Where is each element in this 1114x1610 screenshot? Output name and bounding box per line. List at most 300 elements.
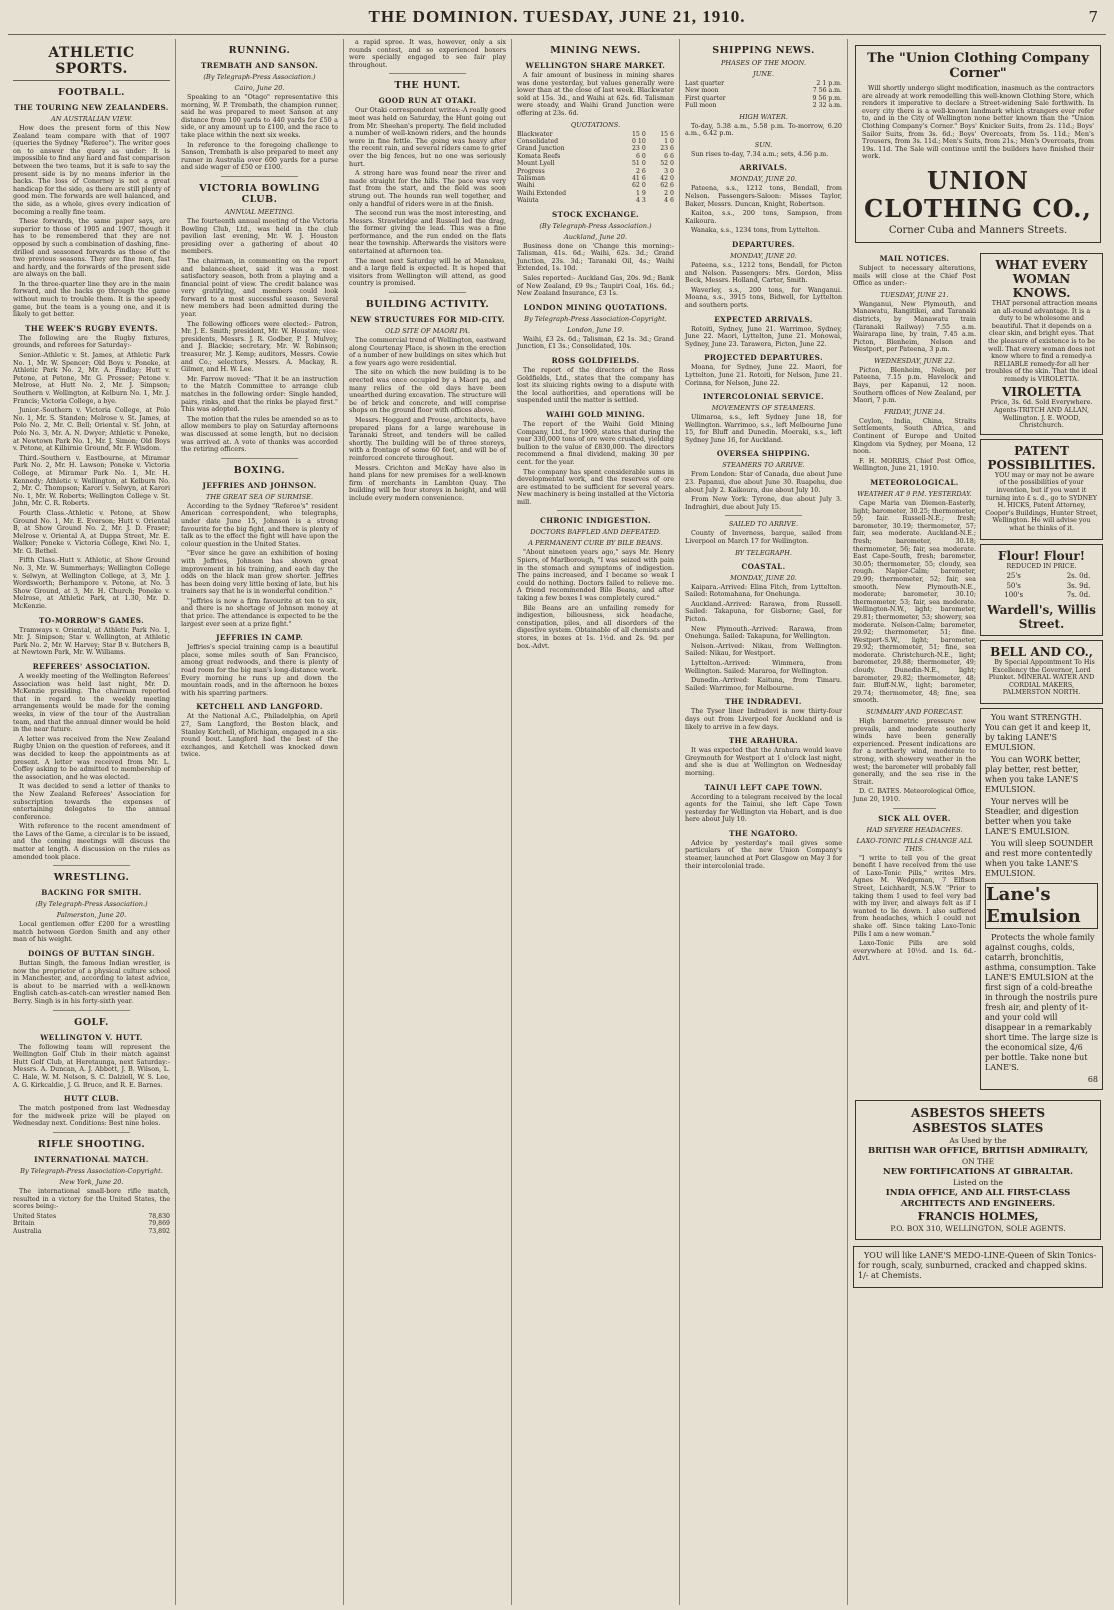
ad-line: Protects the whole family against coughs, colds, catarrh, bronchitis, asthma, consumption. Take LANE'S EMULSION at the first sign of a cold-breathe in through the nostrils pure fresh air, and plenty of it-and your cold will disappear in a remarkably short time. The large size is the economical size, 4/6 per bottle. Take none but LANE'S. [985,932,1098,1072]
table-row [13,1228,170,1235]
heading-rifle-shooting: RIFLE SHOOTING. [37,1138,146,1150]
ad-logo: Lane's Emulsion [985,883,1098,929]
article-paragraph: In reference to the foregoing challenge to Sanson, Trembath is also prepared to meet any runner in Australia over 600 yards for a purse and side wager of £50 or £100. [181,140,338,172]
heading-jeffries-camp: JEFFRIES IN CAMP. [216,633,303,643]
dateline: Cairo, June 20. [234,84,285,92]
quote-buy: 0 10 [632,137,646,145]
section-athletic-sports: ATHLETIC SPORTS. [13,45,170,81]
heading-buttan-singh: DOINGS OF BUTTAN SINGH. [28,949,155,959]
heading-doctors-baffled: DOCTORS BAFFLED AND DEFEATED. [530,528,661,537]
article-paragraph: With reference to the recent amendment of the Laws of the Game, a circular is to be issued, and the coming meetings will discuss the matter at length. A discussion on the rules as amended took place. [13,822,170,861]
ad-heading: WHAT EVERY WOMAN KNOWS. [995,257,1088,300]
byline: By Telegraph-Press Association-Copyright. [20,1166,163,1175]
heading-sun: SUN. [754,140,773,149]
result-name: United States [13,1212,56,1220]
ad-price: Price, 3s. 6d. Sold Everywhere. [990,398,1093,407]
article-paragraph: Subject to necessary alterations, mails will close at the Chief Post Office as under:- [853,263,976,288]
quote-buy: 6 0 [635,152,646,160]
viroletta-ad [980,253,1103,435]
heading-rugby-events: THE WEEK'S RUGBY EVENTS. [25,323,158,333]
table-row [685,80,842,87]
ad-company-name: UNION CLOTHING CO., [864,165,1092,223]
heading-trembath-sanson: TREMBATH AND SANSON. [201,61,318,70]
masthead [8,0,1106,35]
heading-international-match: INTERNATIONAL MATCH. [34,1154,149,1164]
quotations-table [517,131,674,205]
heading-referees: REFEREES' ASSOCIATION. [32,662,151,671]
heading-departures: DEPARTURES. [732,239,795,249]
heading-sailed-to-arrive: SAILED TO ARRIVE. [728,520,799,529]
article-paragraph: Kaipara.-Arrived: Elina Fitch, from Lyttelton. Sailed: Rotomahana, for Onehunga. [685,582,842,599]
heading-football: FOOTBALL. [58,87,125,98]
divider [389,73,466,74]
columns [8,39,1106,1605]
lanes-emulsion-ad [980,708,1103,1090]
heading-annual-meeting: ANNUAL MEETING. [224,207,295,216]
ad-address: P.O. BOX 310, WELLINGTON, SOLE AGENTS. [890,1223,1066,1233]
ad-subheading: REDUCED IN PRICE. [1006,561,1077,570]
heading-share-market: WELLINGTON SHARE MARKET. [525,61,666,70]
article-paragraph: The second run was the most interesting, and Messrs. Strawbridge and Russell led the drag, the former giving the lead. This was a fine performance, and the run ended on the flats near the township. Afterwards the visitors were entertained at afternoon tea. [349,209,506,256]
article-paragraph: At the National A.C., Philadelphia, on April 27, Sam Langford, the Boston black, and Stanley Ketchell, of Michigan, engaged in a six-round bout. Langford had the best of the exchanges, and Ketchell was knocked down twice. [181,712,338,759]
table-row [517,190,674,197]
heading-hutt-club: HUTT CLUB. [63,1094,120,1104]
table-row [685,95,842,102]
moon-time: 9 56 p.m. [812,94,842,102]
ad-heading: The "Union Clothing Company Corner" [867,51,1089,81]
article-paragraph: Cape Maria van Diemen-Easterly, light; barometer, 30.25; thermometer, 59; fair. Russell-N.E.; fresh; barometer, 30.19; thermometer, 57; fair, sea moderate. Auckland-N.E.; fresh; barometer, 30.18; thermometer, 56; fair, sea moderate. East Cape-South, fresh; barometer, 30.05; thermometer, 55; cloudy, sea rough. Napier-Calm; barometer, 29.99; thermometer, 52; fair, sea smooth. New Plymouth-N.E., moderate; barometer, 30.10; thermometer, 53; fair, sea moderate. Wellington-N.W., light; barometer, 29.81; thermometer, 53; showery, sea moderate. Nelson-Calm; barometer, 29.92; thermometer, 51; fine. Westport-S.W., light; barometer, 29.92; thermometer, 51; fine, sea moderate. Christchurch-N.E., light; barometer, 29.88; thermometer, 49; cloudy. Dunedin-N.E., light; barometer, 29.82; thermometer, 48; fair. Bluff-N.W., light; barometer, 29.74; thermometer, 48; fine, sea smooth. [853,499,976,705]
moon-phase: First quarter [685,94,726,102]
table-row [517,168,674,175]
heading-permanent-cure: A PERMANENT CURE BY BILE BEANS. [528,539,663,548]
heading-ketchell-langford: KETCHELL AND LANGFORD. [196,702,323,712]
heading-tomorrows-games: TO-MORROW'S GAMES. [38,615,145,625]
heading-coastal: COASTAL. [741,561,786,571]
article-paragraph: Tramways v. Oriental, at Athletic Park No. 1, Mr. J. Simpson; Star v. Wellington, at Athletic Park No. 2, Mr. W. Harvey; Star B v. Butchers B, at Newtown Park, Mr. W. Williams. [13,625,170,657]
quote-sell: 4 6 [664,197,674,205]
ad-line: You want STRENGTH. You can get it and keep it, by taking LANE'S EMULSION. [985,712,1091,752]
article-paragraph: The meet next Saturday will be at Manakau, and a large field is expected. It is hoped that visitors from Wellington will attend, as good country is promised. [349,256,506,288]
table-row [685,87,842,94]
article-paragraph: The following officers were elected:- Patron, Mr. J. E. Smith; president, Mr. W. Houston; vice-presidents, Messrs. J. R. Godber, P. J. Mulvey, and J. Blackie; secretary, Mr. W. Robinson; treasurer, Mr. J. Kemp; auditors, Messrs. Cowie and Co.; selectors, Messrs. A. Mackay, R. Gilmer, and H. W. Lee. [181,319,338,374]
heading-wellington-hutt: WELLINGTON V. HUTT. [40,1032,143,1042]
quote-name: Waihi Extended [517,189,567,197]
flour-size: 100's [1004,591,1024,600]
article-paragraph: F. H. MORRIS, Chief Post Office, Wellington, June 21, 1910. [853,456,976,473]
heading-new-structures: NEW STRUCTURES FOR MID-CITY. [350,315,505,325]
table-row [517,145,674,152]
dateline: TUESDAY, JUNE 21. [880,290,949,299]
article-paragraph: "About nineteen years ago," says Mr. Henry Spiers, of Marlborough, "I was seized with pain in the stomach and symptoms of indigestion. The pains increased, and I became so weak I could do nothing. Doctors failed to relieve me. A friend recommended Bile Beans, and after taking a few boxes I was completely cured." [517,548,674,603]
page-number: 7 [1088,8,1098,26]
heading-month: JUNE. [753,70,774,78]
article-paragraph: Lyttelton.-Arrived: Wimmera, from Wellington. Sailed: Mararoa, for Wellington. [685,658,842,675]
table-row [517,175,674,182]
divider [557,510,634,511]
divider [221,176,298,177]
quote-sell: 62 6 [660,182,674,190]
article-paragraph: Pateena, s.s., 1212 tons, Bendall, from Nelson. Passengers-Saloon: Misses Taylor, Baker, Messrs. Duncan, Knight, Robertson. [685,184,842,208]
quote-sell: 15 6 [660,130,674,138]
article-paragraph: According to a telegram received by the local agents for the Tainui, she left Cape Town yesterday for Wellington via Hobart, and is due here about July 10. [685,792,842,824]
heading-tainui: TAINUI LEFT CAPE TOWN. [704,782,823,792]
article-paragraph: Pateena, s.s., 1212 tons, Bendall, for Picton and Nelson. Passengers: Mrs. Gordon, Miss Beck, Messrs. Holland, Carter, Smith. [685,260,842,285]
result-name: Australia [13,1227,42,1235]
table-row [517,138,674,145]
article-paragraph: The following team will represent the Wellington Golf Club in their match against Hutt Golf Club, at Heretaunga, next Saturday:-Messrs. A. Duncan, A. J. Abbott, J. B. Wilson, L. C. Hale, W. M. Nelson, S. C. Dalziell, W. S. Lee, A. G. Kirkcaldie, J. G. Bruce, and R. E. Barnes. [13,1042,170,1089]
article-paragraph: To-day, 5.38 a.m., 5.58 p.m. To-morrow, 6.20 a.m., 6.42 p.m. [685,121,842,138]
ad-heading: ASBESTOS SLATES [912,1120,1044,1135]
heading-movements: MOVEMENTS OF STEAMERS. [711,404,816,413]
heading-boxing: BOXING. [233,464,286,476]
article-paragraph: The report of the Waihi Gold Mining Company, Ltd., for 1909, states that during the year 330,000 tons of ore were crushed, yielding bullion to the value of £830,000. The directors recommend a final dividend, making 30 per cent. for the year. [517,419,674,466]
ad-heading: ASBESTOS SHEETS [910,1105,1046,1120]
article-paragraph: Moana, for Sydney, June 22. Maori, for Lyttelton, June 21. Rotoiti, for Nelson, June 21. Corinna, for Nelson, June 22. [685,363,842,387]
quote-sell: 42 0 [660,175,674,182]
article-paragraph: Laxo-Tonic Pills are sold everywhere at 10½d. and 1s. 6d.-Advt. [853,939,976,963]
byline: (By Telegraph-Press Association.) [35,900,148,909]
column-6 [848,39,1108,1605]
table-row [13,1220,170,1227]
article-paragraph: Ulimaroa, s.s., left Sydney June 18, for Wellington. Warrimoo, s.s., left Melbourne June 15, for Bluff and Dunedin. Moeraki, s.s., left Sydney June 16, for Auckland. [685,413,842,444]
article-paragraph: From London: Star of Canada, due about June 23. Papanui, due about June 30. Ruapehu, due about July 2. Kaikoura, due about July 10. [685,470,842,494]
ad-product-name: VIROLETTA [1001,385,1082,400]
article-paragraph: Fifth Class.-Hutt v. Athletic, at Show Ground No. 3, Mr. W. Summerhays; Wellington College v. Selwyn, at Wellington College, at 3, Mr. J. Wordsworth; Berhampore v. Petone, at No. 3 Show Ground, at 3, Mr. H. Church; Poneke v. Melrose, at Athletic Park, at 1.30, Mr. D. McKenzie. [13,556,170,611]
heading-mining-news: MINING NEWS. [550,45,641,56]
article-paragraph: The following are the Rugby fixtures, grounds, and referees for Saturday:- [13,333,170,350]
column-5 [680,39,848,1605]
heading-golf: GOLF. [74,1016,109,1028]
article-paragraph: "Jeffries is now a firm favourite at ten to six, and there is no shortage of Johnson money at that price. The attendance is expected to be the largest ever seen at a prize fight." [181,596,338,628]
ad-line: ON THE [961,1156,995,1166]
ad-line: NEW FORTIFICATIONS AT GIBRALTAR. [882,1166,1074,1177]
article-paragraph: Auckland.-Arrived: Rarawa, from Russell. Sailed: Takapuna, for Gisborne; Gael, for Picton. [685,599,842,623]
divider [389,292,466,293]
article-paragraph: Third.-Southern v. Eastbourne, at Miramar Park No. 2, Mr. H. Lawson; Poneke v. Victoria College, at Miramar Park No. 1, Mr. H. Kennedy; Athletic v. Wellington, at Kelburn No. 2, Mr. C. Thompson; Karori v. Selwyn, at Karori No. 1, Mr. W. Roberts; Wellington College v. St. John, Mr. C. R. Roberts. [13,453,170,508]
article-paragraph: Advice by yesterday's mail gives some particulars of the new Union Company's steamer, launched at Port Glasgow on May 3 for their intercolonial trade. [685,838,842,870]
article-paragraph: High barometric pressure now prevails, and moderate southerly winds have been generally experienced. Present indications are for a northerly wind, moderate to strong, with showery weather in the west; the barometer will probably fall generally, and the sea rise in the Strait. [853,717,976,786]
heading-running: RUNNING. [228,45,291,56]
dateline: MONDAY, JUNE 20. [730,573,797,582]
flour-price: 3s. 9d. [1066,581,1091,590]
small-ads [980,249,1103,1094]
quote-sell: 23 6 [660,145,674,153]
article-paragraph: Nelson.-Arrived: Nikau, from Wellington. Sailed: Nikau, for Westport. [685,641,842,658]
quote-name: Mount Lyell [517,160,555,168]
article-paragraph: The fourteenth annual meeting of the Victoria Bowling Club, Ltd., was held in the club pavilion last evening, Mr. W. J. Houston presiding over a gathering of about 40 members. [181,216,338,256]
byline: By Telegraph-Press Association-Copyright. [524,314,667,323]
table-row [517,160,674,167]
quote-name: Consolidated [517,137,559,145]
heading-high-water: HIGH WATER. [739,112,788,121]
quote-sell: 6 6 [664,152,674,160]
column-2 [176,39,344,1605]
notices-row [853,249,1103,1094]
heading-arrivals: ARRIVALS. [739,163,788,173]
article-paragraph: Senior.-Athletic v. St. James, at Athletic Park No. 1, Mr. W. Spencer; Old Boys v. Poneke, at Athletic Park No. 2, Mr. A. Findlay; Hutt v. Petone, at Petone, Mr. G. Prosser; Petone v. Melrose, at Hutt No. 2, Mr. J. Simpson; Southern v. Wellington, at Kelburn No. 1, Mr. J. Francis; Victoria College, a bye. [13,351,170,405]
flour-price: 2s. 0d. [1066,572,1091,581]
quote-buy: 51 0 [632,160,646,168]
moon-phases-table [685,80,842,110]
ad-line: Your nerves will be Steadier, and digestion better when you take LANE'S EMULSION. [985,796,1079,836]
flour-size: 50's [1006,581,1021,590]
article-paragraph: Bile Beans are an unfailing remedy for indigestion, biliousness, sick headache, constipation, piles, and all disorders of the digestive system. Obtainable of all chemists and stores, in boxes at 1s. 1½d. and 2s. 9d. per box.-Advt. [517,603,674,650]
article-paragraph: D. C. BATES. Meteorological Office, June 20, 1910. [853,787,976,803]
article-paragraph: Rotoiti, Sydney, June 21. Warrimoo, Sydney, June 22. Maori, Lyttelton, June 21. Monowai, Sydney, June 23. Tarawera, Picton, June 22. [685,324,842,348]
dateline: Palmerston, June 20. [56,911,127,920]
article-paragraph: New Plymouth.-Arrived: Rarawa, from Onehunga. Sailed: Takapuna, for Wellington. [685,624,842,641]
quote-name: Waihi [517,182,535,190]
heading-stock-exchange: STOCK EXCHANGE. [552,209,639,219]
heading-the-hunt: THE HUNT. [394,80,461,92]
heading-meteorological: METEOROLOGICAL. [870,478,959,487]
article-paragraph: The match postponed from last Wednesday for the midweek prize will be played on Wednesday next. Conditions: Best nine holes. [13,1104,170,1128]
table-row [991,591,1093,601]
result-score: 79,869 [148,1220,170,1228]
article-paragraph: Dunedin.-Arrived: Kaituna, from Timaru. Sailed: Warrimoo, for Melbourne. [685,676,842,692]
heading-london-mining: LONDON MINING QUOTATIONS. [523,302,668,312]
rifle-results-table [13,1213,170,1235]
article-paragraph: Sales reported:- Auckland Gas, 20s. 9d.; Bank of New Zealand, £9 9s.; Taupiri Coal, 16s. 6d.; New Zealand Insurance, £3 1s. [517,274,674,298]
table-row [991,572,1093,582]
heading-indradevi: THE INDRADEVI. [725,697,802,707]
union-clothing-ad [855,45,1101,243]
quote-buy: 4 3 [635,197,646,205]
article-paragraph: These forwards, the same paper says, are superior to those of 1905 and 1907, though it has to be remembered that they are not opposed by such a combination of dashing, fine-drilled and seasoned forwards as those of the two previous seasons. They are fine men, fast and hardy, and the forwards of the present side are always on the ball. [13,217,170,279]
article-paragraph: The report of the directors of the Ross Goldfields, Ltd., states that the company has lost its sluicing rights owing to a dispute with the local authorities, and operations will be suspended until the matter is settled. [517,365,674,405]
moon-phase: Full moon [685,102,717,110]
article-paragraph: Speaking to an "Otago" representative this morning, W. P. Trembath, the champion runner, said he was prepared to meet Sanson at any distance from 100 yards to 440 yards for £50 a side, or any amount up to £100, and the race to take place within the next six weeks. [181,93,338,139]
ad-body: THAT personal attraction means an all-round advantage. It is a duty to be wholesome and beautiful. That it depends on a clear skin, and bright eyes. That the pleasure of existence is to be well. That every woman does not know where to find a remedy-a RELIABLE remedy-for all her troubles of the skin. That the ideal remedy is VIROLETTA. [985,298,1098,383]
heading-arahura: THE ARAHURA. [728,736,799,746]
quote-name: Grand Junction [517,145,565,153]
dateline: London, June 19. [567,325,624,334]
heading-projected-departures: PROJECTED DEPARTURES. [704,353,823,363]
article-paragraph: Messrs. Hoggard and Prouse, architects, have prepared plans for a large warehouse in Taranaki Street, and tenders will be called shortly. The building will be of three storeys, with a frontage of some 60 feet, and will be of reinforced concrete throughout. [349,415,506,462]
article-paragraph: Local gentlemen offer £200 for a wrestling match between Gordon Smith and any other man of his weight. [13,920,170,944]
ad-body: YOU may or may not be aware of the possibilities of your invention, but if you want it turning into £ s. d., go to SYDNEY H. HICKS, Patent Attorney, Cooper's Buildings, Hunter Street, Wellington. He will advise you what he thinks of it. [985,470,1098,532]
ad-line: You will sleep SOUNDER and rest more contentedly when you take LANE'S EMULSION. [985,838,1094,878]
article-paragraph: The company has spent considerable sums in developmental work, and the reserves of ore are estimated to be sufficient for several years. New machinery is being installed at the Victoria mill. [517,467,674,506]
heading-waihi-gold: WAIHI GOLD MINING. [546,409,645,419]
quote-name: Waiuta [517,197,539,205]
article-paragraph: It was expected that the Arahura would leave Greymouth for Westport at 1 o'clock last night, and she is due at Wellington on Wednesday morning. [685,746,842,777]
quote-buy: 23 0 [632,145,646,153]
heading-ngatoro: THE NGATORO. [729,828,798,838]
article-paragraph: Waverley, s.s., 200 tons, for Wanganui. Moana, s.s., 3915 tons, Bidwell, for Lyttelton and southern ports. [685,285,842,309]
quote-sell: 2 0 [664,189,674,197]
article-paragraph: Kaitoa, s.s., 200 tons, Sampson, from Kaikoura. [685,209,842,225]
quote-sell: 1 0 [664,137,674,145]
ad-line: You can WORK better, play better, rest better, when you take LANE'S EMULSION. [985,754,1081,794]
article-paragraph: Junior.-Southern v. Victoria College, at Polo No. 1, Mr. S. Standen; Melrose v. St. James, at Polo No. 2, Mr. C. Bell; Oriental v. St. John, at Polo No. 3, Mr. A. N. Dwyer; Athletic v. Poneke, at Newtown Park No. 1, Mr. J. Simon; Old Boys v. Petone, at Kilbirnie Ground, Mr. F. Wisdom. [13,406,170,453]
moon-phase: Last quarter [685,80,725,87]
byline: (By Telegraph-Press Association.) [203,73,316,81]
dateline: New York, June 20. [59,1177,124,1186]
ad-line: INDIA OFFICE, AND ALL FIRST-CLASS ARCHITECTS AND ENGINEERS. [885,1187,1071,1209]
ad-line: As Used by the [949,1135,1007,1145]
heading-summary-forecast: SUMMARY AND FORECAST. [865,708,964,717]
article-paragraph: According to the Sydney "Referee's" resident American correspondent, who telegraphs, under date June 15, Johnson is a strong favourite for the big fight, and there is plenty of talk as to the effect the fight will have upon the colour question in the United States. [181,501,338,548]
article-paragraph: Messrs. Crichton and McKay have also in hand plans for new premises for a well-known firm of merchants in Lambton Quay. The building will be four storeys in height, and will include every modern convenience. [349,463,506,502]
quote-buy: 15 0 [632,130,646,138]
result-name: Britain [13,1220,35,1228]
result-score: 78,830 [148,1212,170,1220]
article-paragraph: It was decided to send a letter of thanks to the New Zealand Referees' Association for subscription towards the expenses of entertaining delegates to the annual conference. [13,782,170,821]
heading-steamers-to-arrive: STEAMERS TO ARRIVE. [722,461,805,470]
quote-buy: 41 6 [632,175,646,182]
ad-heading: PATENT POSSIBILITIES. [987,443,1096,472]
ad-address: Corner Cuba and Manners Streets. [888,224,1068,236]
ad-body: Will shortly undergo slight modification, inasmuch as the contractors are already at work remodelling this well-known Clothing Store, which renders it imperative to declare a Street-widening Sale forthwith. In every city there is a well-known landmark which strangers ever refer to, and in the City of Wellington none better known than the "Union Clothing Company's Corner." Boys' Knicker Suits, from 2s. 11d.; Boys' Sailor Suits, from 3s. 6d.; Boys' Overcoats, from 5s. 11d.; Men's Trousers, from 3s. 11d.; Men's Suits, from 21s.; Men's Overcoats, from 19s. 11d. The Sale will continue until the builders have finished their work. [862,84,1094,161]
dateline: MONDAY, JUNE 20. [730,175,797,184]
divider [53,1132,130,1133]
moon-time: 2 32 a.m. [812,102,842,110]
divider [53,865,130,866]
article-paragraph: From New York: Tyrone, due about July 3. Indraghiri, due about July 15. [685,495,842,511]
article-paragraph: A fair amount of business in mining shares was done yesterday, but values generally were lower than at the close of last week. Blackwater sold at 15s. 3d., and Waihi at 62s. 6d. Talisman were steady, and Waihi Grand Junction were offering at 23s. 6d. [517,71,674,117]
divider [53,1010,130,1011]
moon-time: 2 1 p.m. [816,80,842,87]
column-4 [512,39,680,1605]
article-paragraph: Buttan Singh, the famous Indian wrestler, is now the proprietor of a physical culture school in Manchester, and, according to latest advice, is about to be married with a well-known English catch-as-catch-can wrestler named Ben Berry. Singh is in his forty-sixth year. [13,959,170,1005]
article-paragraph: a rapid spree. It was, however, only a six rounds contest, and so experienced boxers were specially engaged to see fair play throughout. [349,39,506,69]
heading-laxo-tonic: LAXO-TONIC PILLS CHANGE ALL THIS. [856,836,973,853]
heading-chronic-indigestion: CHRONIC INDIGESTION. [540,516,651,526]
article-paragraph: A weekly meeting of the Wellington Referees' Association was held last night, Mr. D. McKenzie presiding. The chairman reported that in regard to the weekly meeting arrangements would be made for the coming weeks, in view of the tour of the Australian team, and that the annual dinner would be held in the near future. [13,672,170,734]
article-paragraph: The commercial trend of Wellington, eastward along Courtenay Place, is shown in the erection of a number of new buildings on sites which but a few years ago were residential. [349,336,506,367]
article-paragraph: Wanaka, s.s., 1234 tons, from Lyttelton. [691,226,820,235]
article-paragraph: "I write to tell you of the great benefit I have received from the use of Laxo-Tonic Pills," writes Mrs. Agnes M. Wedgeman, 7 Elfison Street, Leichhardt, N.S.W. "Prior to taking them I used to feel very bad with my liver, and always felt as if I wanted to lie down. I also suffered from headaches, which I could not shake off. Since taking Laxo-Tonic Pills I am a new woman." [853,853,976,938]
article-paragraph: Sun rises to-day, 7.34 a.m.; sets, 4.56 p.m. [691,149,829,158]
quote-sell: 52 0 [660,160,674,168]
divider [725,515,802,516]
ad-agents: Agents-TRITCH AND ALLAN, Wellington. J. E. WOOD, Christchurch. [993,406,1090,430]
heading-headaches: HAD SEVERE HEADACHES. [866,825,963,834]
quote-name: Komata Reefs [517,152,561,160]
masthead-title: THE DOMINION. TUESDAY, JUNE 21, 1910. [368,7,746,26]
article-paragraph: Mr. Farrow moved: "That it be an instruction to the Match Committee to arrange club matches in the following order: Single handed, pairs, rinks, and that the rinks be played first." This was adopted. [181,374,338,414]
heading-by-telegraph: BY TELEGRAPH. [735,548,792,557]
heading-phases-moon: PHASES OF THE MOON. [720,59,807,67]
table-row [13,1213,170,1220]
heading-intercolonial: INTERCOLONIAL SERVICE. [703,392,824,402]
quote-name: Progress [517,167,545,175]
flour-price: 7s. 0d. [1066,591,1091,600]
article-paragraph: Wanganui, New Plymouth, and Manawatu, Rangitikei, and Taranaki districts, by Manawatu train (Taranaki Railway) 7.55 a.m. Wairarapa line, by train, 7.45 a.m. Picton, Blenheim, Nelson and Westport, per Pateena, 3 p.m. [853,299,976,354]
article-paragraph: Our Otaki correspondent writes:-A really good meet was held on Saturday, the Hunt going out from Mr. Sheehan's property. The field included a number of well-known riders, and the hounds were in fine fettle. The going was heavy after the recent rain, and several riders came to grief over the big fences, but no one was seriously hurt. [349,106,506,168]
heading-mail-notices: MAIL NOTICES. [879,253,950,263]
flour-ad [980,544,1103,636]
table-row [517,197,674,204]
dateline: MONDAY, JUNE 20. [730,251,797,260]
column-3 [344,39,512,1605]
heading-good-run-otaki: GOOD RUN AT OTAKI. [378,96,477,106]
article-paragraph: The chairman, in commenting on the report and balance-sheet, said it was a most satisfactory season, both from a playing and a financial point of view. The credit balance was very gratifying, and members could look forward to a most successful season. Several new members had been admitted during the year. [181,256,338,319]
article-paragraph: The international small-bore rifle match, resulted in a victory for the United States, the scores being:- [13,1186,170,1211]
bell-ad [980,640,1103,704]
ad-body: By Special Appointment To His Excellency the Governor, Lord Plunket. MINERAL WATER AND CORDIAL MAKERS, PALMERSTON NORTH. [988,657,1095,697]
ad-number: 68 [1087,1074,1098,1084]
dateline: Auckland, June 20. [563,232,628,241]
heading-sea-of-surmise: THE GREAT SEA OF SURMISE. [205,492,314,501]
article-paragraph: Fourth Class.-Athletic v. Petone, at Show Ground No. 1, Mr. E. Everson; Hutt v. Oriental B, at Show Ground No. 2, Mr. J. D. Fraser; Melrose v. Oriental A, at Duppa Street, Mr. E. Walker; Poneke v. Victoria College, Kiwi No. 1, Mr. G. Bethel. [13,508,170,555]
quote-buy: 1 9 [635,189,646,197]
heading-australian-view: AN AUSTRALIAN VIEW. [50,115,133,123]
heading-victoria-bowling: VICTORIA BOWLING CLUB. [199,182,320,205]
heading-shipping-news: SHIPPING NEWS. [712,45,815,56]
medoline-ad [853,1246,1103,1288]
heading-expected-arrivals: EXPECTED ARRIVALS. [714,314,813,324]
heading-oversea-shipping: OVERSEA SHIPPING. [716,449,811,459]
heading-old-site: OLD SITE OF MAORI PA. [385,327,470,336]
heading-backing-smith: BACKING FOR SMITH. [41,888,142,898]
flour-price-table [991,572,1093,601]
article-paragraph: The Tyser liner Indradevi is now thirty-four days out from Liverpool for Auckland and is likely to arrive in a few days. [685,707,842,731]
heading-quotations: QUOTATIONS. [570,120,621,129]
ad-heading: Flour! Flour! [998,548,1085,563]
moon-time: 7 56 a.m. [812,87,842,95]
ad-line: BRITISH WAR OFFICE, BRITISH ADMIRALTY, [867,1145,1089,1156]
heading-weather: WEATHER AT 9 P.M. YESTERDAY. [857,490,972,498]
article-paragraph: In the three-quarter line they are in the main forward, and the backs go through the game without much to trouble them. It is the speedy game, but the team is a young one, and it is likely to get better. [13,279,170,319]
asbestos-ad [855,1100,1101,1240]
dateline: WEDNESDAY, JUNE 22. [874,356,955,365]
divider [893,808,936,809]
quote-sell: 3 0 [664,167,674,175]
quote-buy: 62 0 [632,182,646,190]
quote-name: Blackwater [517,130,553,138]
heading-sick-all-over: SICK ALL OVER. [878,813,951,823]
article-paragraph: Jeffries's special training camp is a beautiful place, some miles south of San Francisco, among great redwoods, and there is plenty of road room for the big man's long-distance work. Every morning he runs up and down the mountain roads, and in the afternoon he boxes with his sparring partners. [181,643,338,697]
byline: (By Telegraph-Press Association.) [539,221,652,230]
article-paragraph: A letter was received from the New Zealand Rugby Union on the question of referees, and it was decided to keep the appointments as at present. A letter was received from Mr. L. Coffey asking to be admitted to membership of the association, and he was elected. [13,734,170,781]
heading-jeffries-johnson: JEFFRIES AND JOHNSON. [202,480,317,490]
article-paragraph: Waihi, £3 2s. 6d.; Talisman, £2 1s. 3d.; Grand Junction, £1 3s.; Consolidated, 10s. [517,334,674,351]
table-row [685,102,842,109]
ad-body: YOU will like LANE'S MEDO-LINE-Queen of Skin Tonics-for rough, scaly, sunburned, cracked and chapped skins. 1/- at Chemists. [858,1250,1097,1280]
divider [221,458,298,459]
table-row [517,153,674,160]
ad-heading: BELL AND CO., [990,644,1093,659]
article-paragraph: The site on which the new building is to be erected was once occupied by a Maori pa, and many relics of the old days have been unearthed during excavation. The structure will be of brick and concrete, and will comprise shops on the ground floor with offices above. [349,368,506,415]
table-row [517,182,674,189]
article-paragraph: Business done on 'Change this morning:- Talisman, 41s. 6d.; Waihi, 62s. 3d.; Grand Junction, 23s. 3d.; Taranaki Oil, 4s.; Waihi Extended, 1s. 10d. [517,241,674,273]
flour-size: 25's [1006,572,1021,581]
article-paragraph: The motion that the rules be amended so as to allow members to play on Saturday afternoons was discussed at some length, but no decision was arrived at. A vote of thanks was accorded the retiring officers. [181,414,338,454]
article-paragraph: "Ever since he gave an exhibition of boxing with Jeffries, Johnson has shown great improvement in his training, and each day the odds on the black man grow shorter. Jeffries has been doing very little boxing of late, but his trainers say that he is in wonderful condition." [181,549,338,596]
article-paragraph: How does the present form of this New Zealand team compare with that of 1907 (queries the Sydney "Referee"). The writer goes on to answer the query as under: It is impossible to find any hard and fast comparison between the two teams, but it is safe to say the present side is by no means inferior in the backs. The loss of Conerney is not a great handicap for the side, as there are still plenty of good men. The forwards are well balanced, and the side, as a whole, gives every indication of becoming a really fine team. [13,124,170,216]
result-score: 73,892 [148,1227,170,1235]
article-paragraph: County of Inverness, barque, sailed from Liverpool on March 17 for Wellington. [685,529,842,546]
quote-name: Talisman [517,175,546,182]
ad-company: FRANCIS HOLMES, [917,1209,1039,1223]
patent-ad [980,439,1103,540]
quote-buy: 2 6 [635,167,646,175]
ad-line: Listed on the [953,1177,1003,1187]
article-paragraph: A strong hare was found near the river and made straight for the hills. The pace was very fast from the start, and the field was soon strung out. The hounds ran well together, and only a handful of riders were in at the finish. [349,169,506,208]
table-row [517,131,674,138]
article-paragraph: Picton, Blenheim, Nelson, per Pateena, 7.15 p.m. Havelock and Bays, per Kapanui, 12 noon. Southern offices of New Zealand, per Maori, 7 p.m. [853,365,976,405]
mail-notices [853,249,976,1094]
heading-wrestling: WRESTLING. [53,872,130,884]
column-1 [8,39,176,1605]
dateline: FRIDAY, JUNE 24. [884,407,945,416]
article-paragraph: Ceylon, India, China, Straits Settlements, South Africa, and Continent of Europe and United Kingdom via Sydney, per Moana, 12 noon. [853,416,976,456]
heading-ross-goldfields: ROSS GOLDFIELDS. [551,355,640,365]
ad-shop-name: Wardell's, Willis Street. [987,602,1096,631]
moon-phase: New moon [685,87,719,95]
